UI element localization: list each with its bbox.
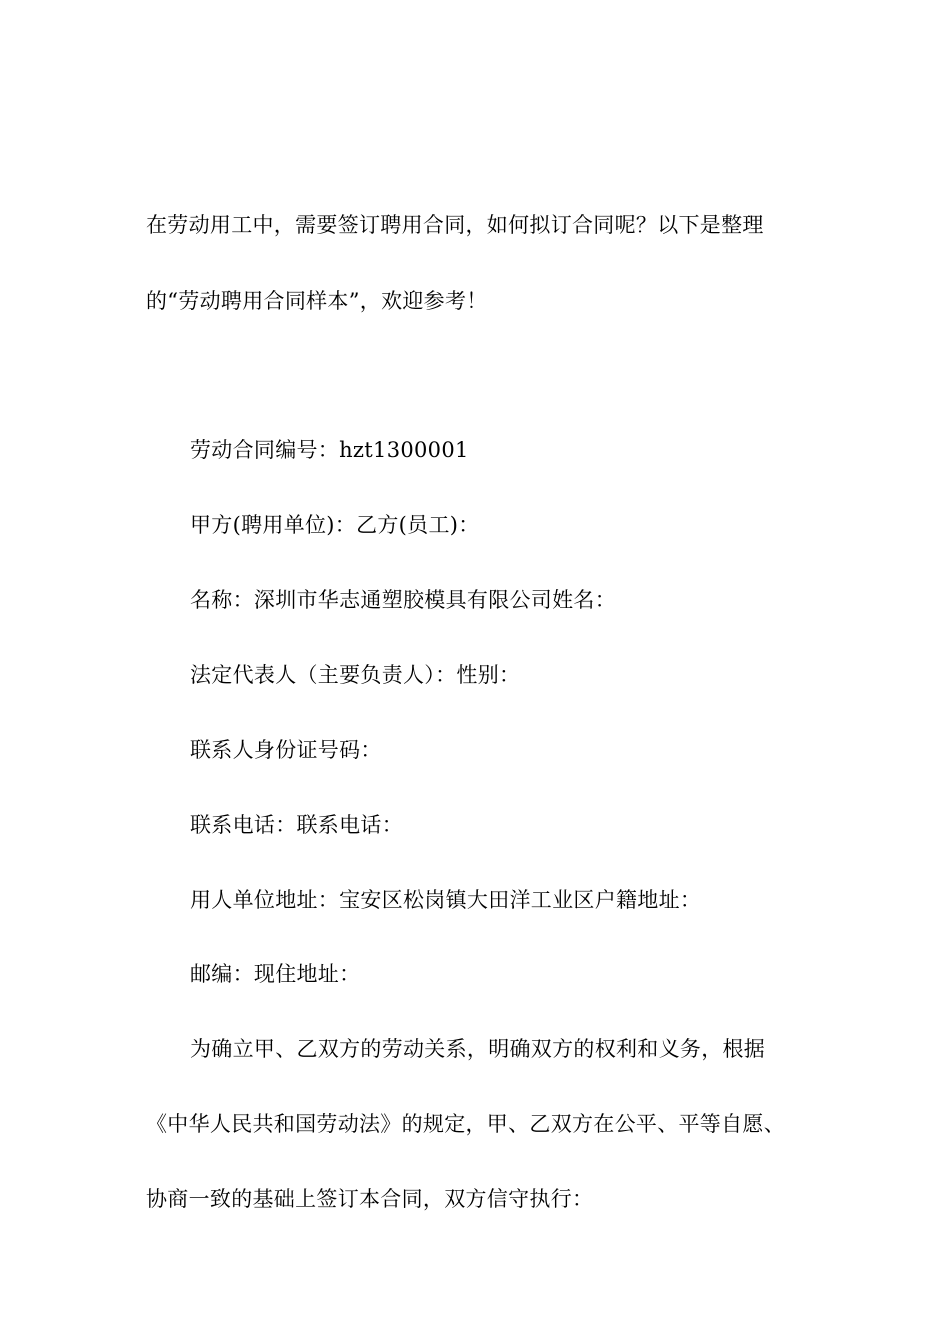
contact-phone: 联系电话：联系电话： — [190, 813, 403, 837]
preamble-line-3: 协商一致的基础上签订本合同，双方信守执行： — [146, 1187, 594, 1211]
intro-line-1: 在劳动用工中，需要签订聘用合同，如何拟订合同呢？以下是整理 — [146, 213, 764, 237]
legal-representative: 法定代表人（主要负责人）：性别： — [190, 663, 521, 687]
intro-line-2: 的“劳动聘用合同样本”，欢迎参考！ — [146, 289, 488, 313]
preamble-line-2: 《中华人民共和国劳动法》的规定，甲、乙双方在公平、平等自愿、 — [146, 1112, 785, 1136]
contract-parties: 甲方(聘用单位)：乙方(员工)： — [190, 513, 480, 537]
postcode-address: 邮编：现住地址： — [190, 962, 361, 986]
contract-number: 劳动合同编号：hzt1300001 — [190, 438, 469, 462]
employer-name: 名称：深圳市华志通塑胶模具有限公司姓名： — [190, 588, 616, 612]
contact-id-number: 联系人身份证号码： — [190, 738, 382, 762]
preamble-line-1: 为确立甲、乙双方的劳动关系，明确双方的权利和义务，根据 — [190, 1037, 766, 1061]
employer-address: 用人单位地址：宝安区松岗镇大田洋工业区户籍地址： — [190, 888, 702, 912]
